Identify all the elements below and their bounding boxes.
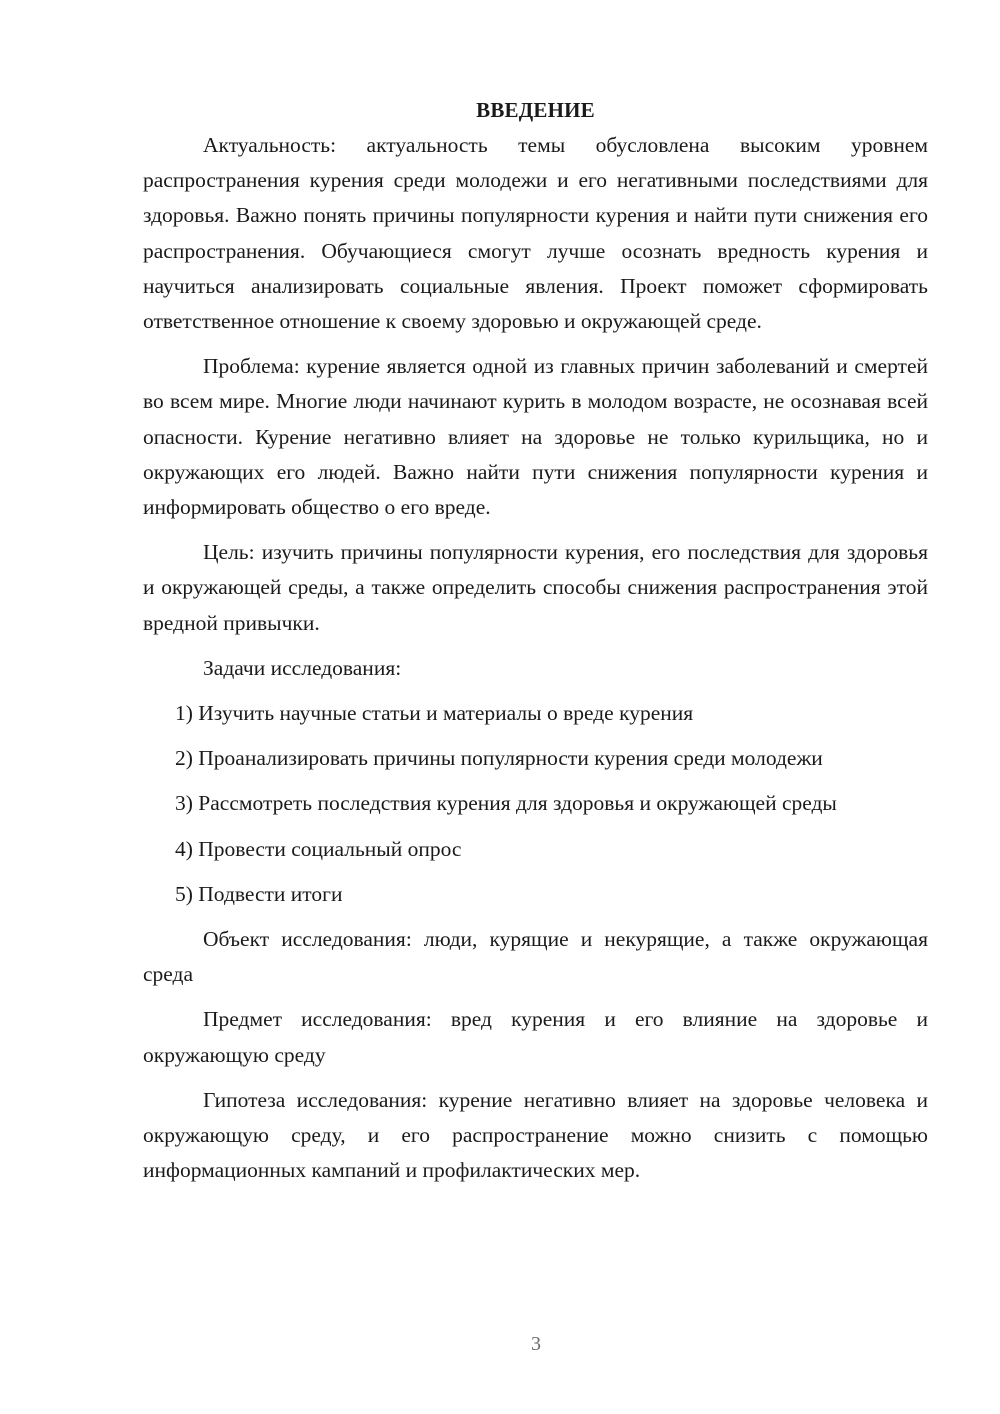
task-item: 1) Изучить научные статьи и материалы о вреде курения bbox=[175, 701, 694, 726]
object-paragraph: Объект исследования: люди, курящие и некурящие, а также окружающая среда bbox=[143, 927, 928, 987]
goal-paragraph: Цель: изучить причины популярности курения, его последствия для здоровья и окружающей среды, а также определить способы снижения распространения этой вредной привычки. bbox=[143, 540, 928, 635]
tasks-title: Задачи исследования: bbox=[203, 655, 402, 680]
subject-paragraph: Предмет исследования: вред курения и его влияние на здоровье и окружающую среду bbox=[143, 1007, 928, 1067]
document-page bbox=[143, 93, 928, 1188]
page-number: 3 bbox=[531, 1333, 541, 1355]
hypothesis-paragraph: Гипотеза исследования: курение негативно влияет на здоровье человека и окружающую среду, и его распространение можно снизить с помощью информационных кампаний и профилактических мер. bbox=[143, 1087, 928, 1183]
task-item: 3) Рассмотреть последствия курения для здоровья и окружающей среды bbox=[175, 791, 837, 816]
section-heading: ВВЕДЕНИЕ bbox=[476, 98, 595, 122]
task-item: 5) Подвести итоги bbox=[175, 881, 343, 906]
task-item: 2) Проанализировать причины популярности курения среди молодежи bbox=[175, 746, 823, 771]
task-item: 4) Провести социальный опрос bbox=[175, 836, 462, 861]
problem-paragraph: Проблема: курение является одной из главных причин заболеваний и смертей во всем мире. Многие люди начинают курить в молодом возрасте, не осознавая всей опасности. Курение негативно влияет на здоровье не только курильщика, но и окружающих его людей. Важно найти пути снижения популярности курения и информировать общество о его вреде. bbox=[143, 354, 928, 520]
relevance-paragraph: Актуальность: актуальность темы обусловлена высоким уровнем распространения курения среди молодежи и его негативными последствиями для здоровья. Важно понять причины популярности курения и найти пути снижения его распространения. Обучающиеся смогут лучше осознать вредность курения и научиться анализировать социальные явления. Проект поможет сформировать ответственное отношение к своему здоровью и окружающей среде. bbox=[143, 133, 928, 334]
